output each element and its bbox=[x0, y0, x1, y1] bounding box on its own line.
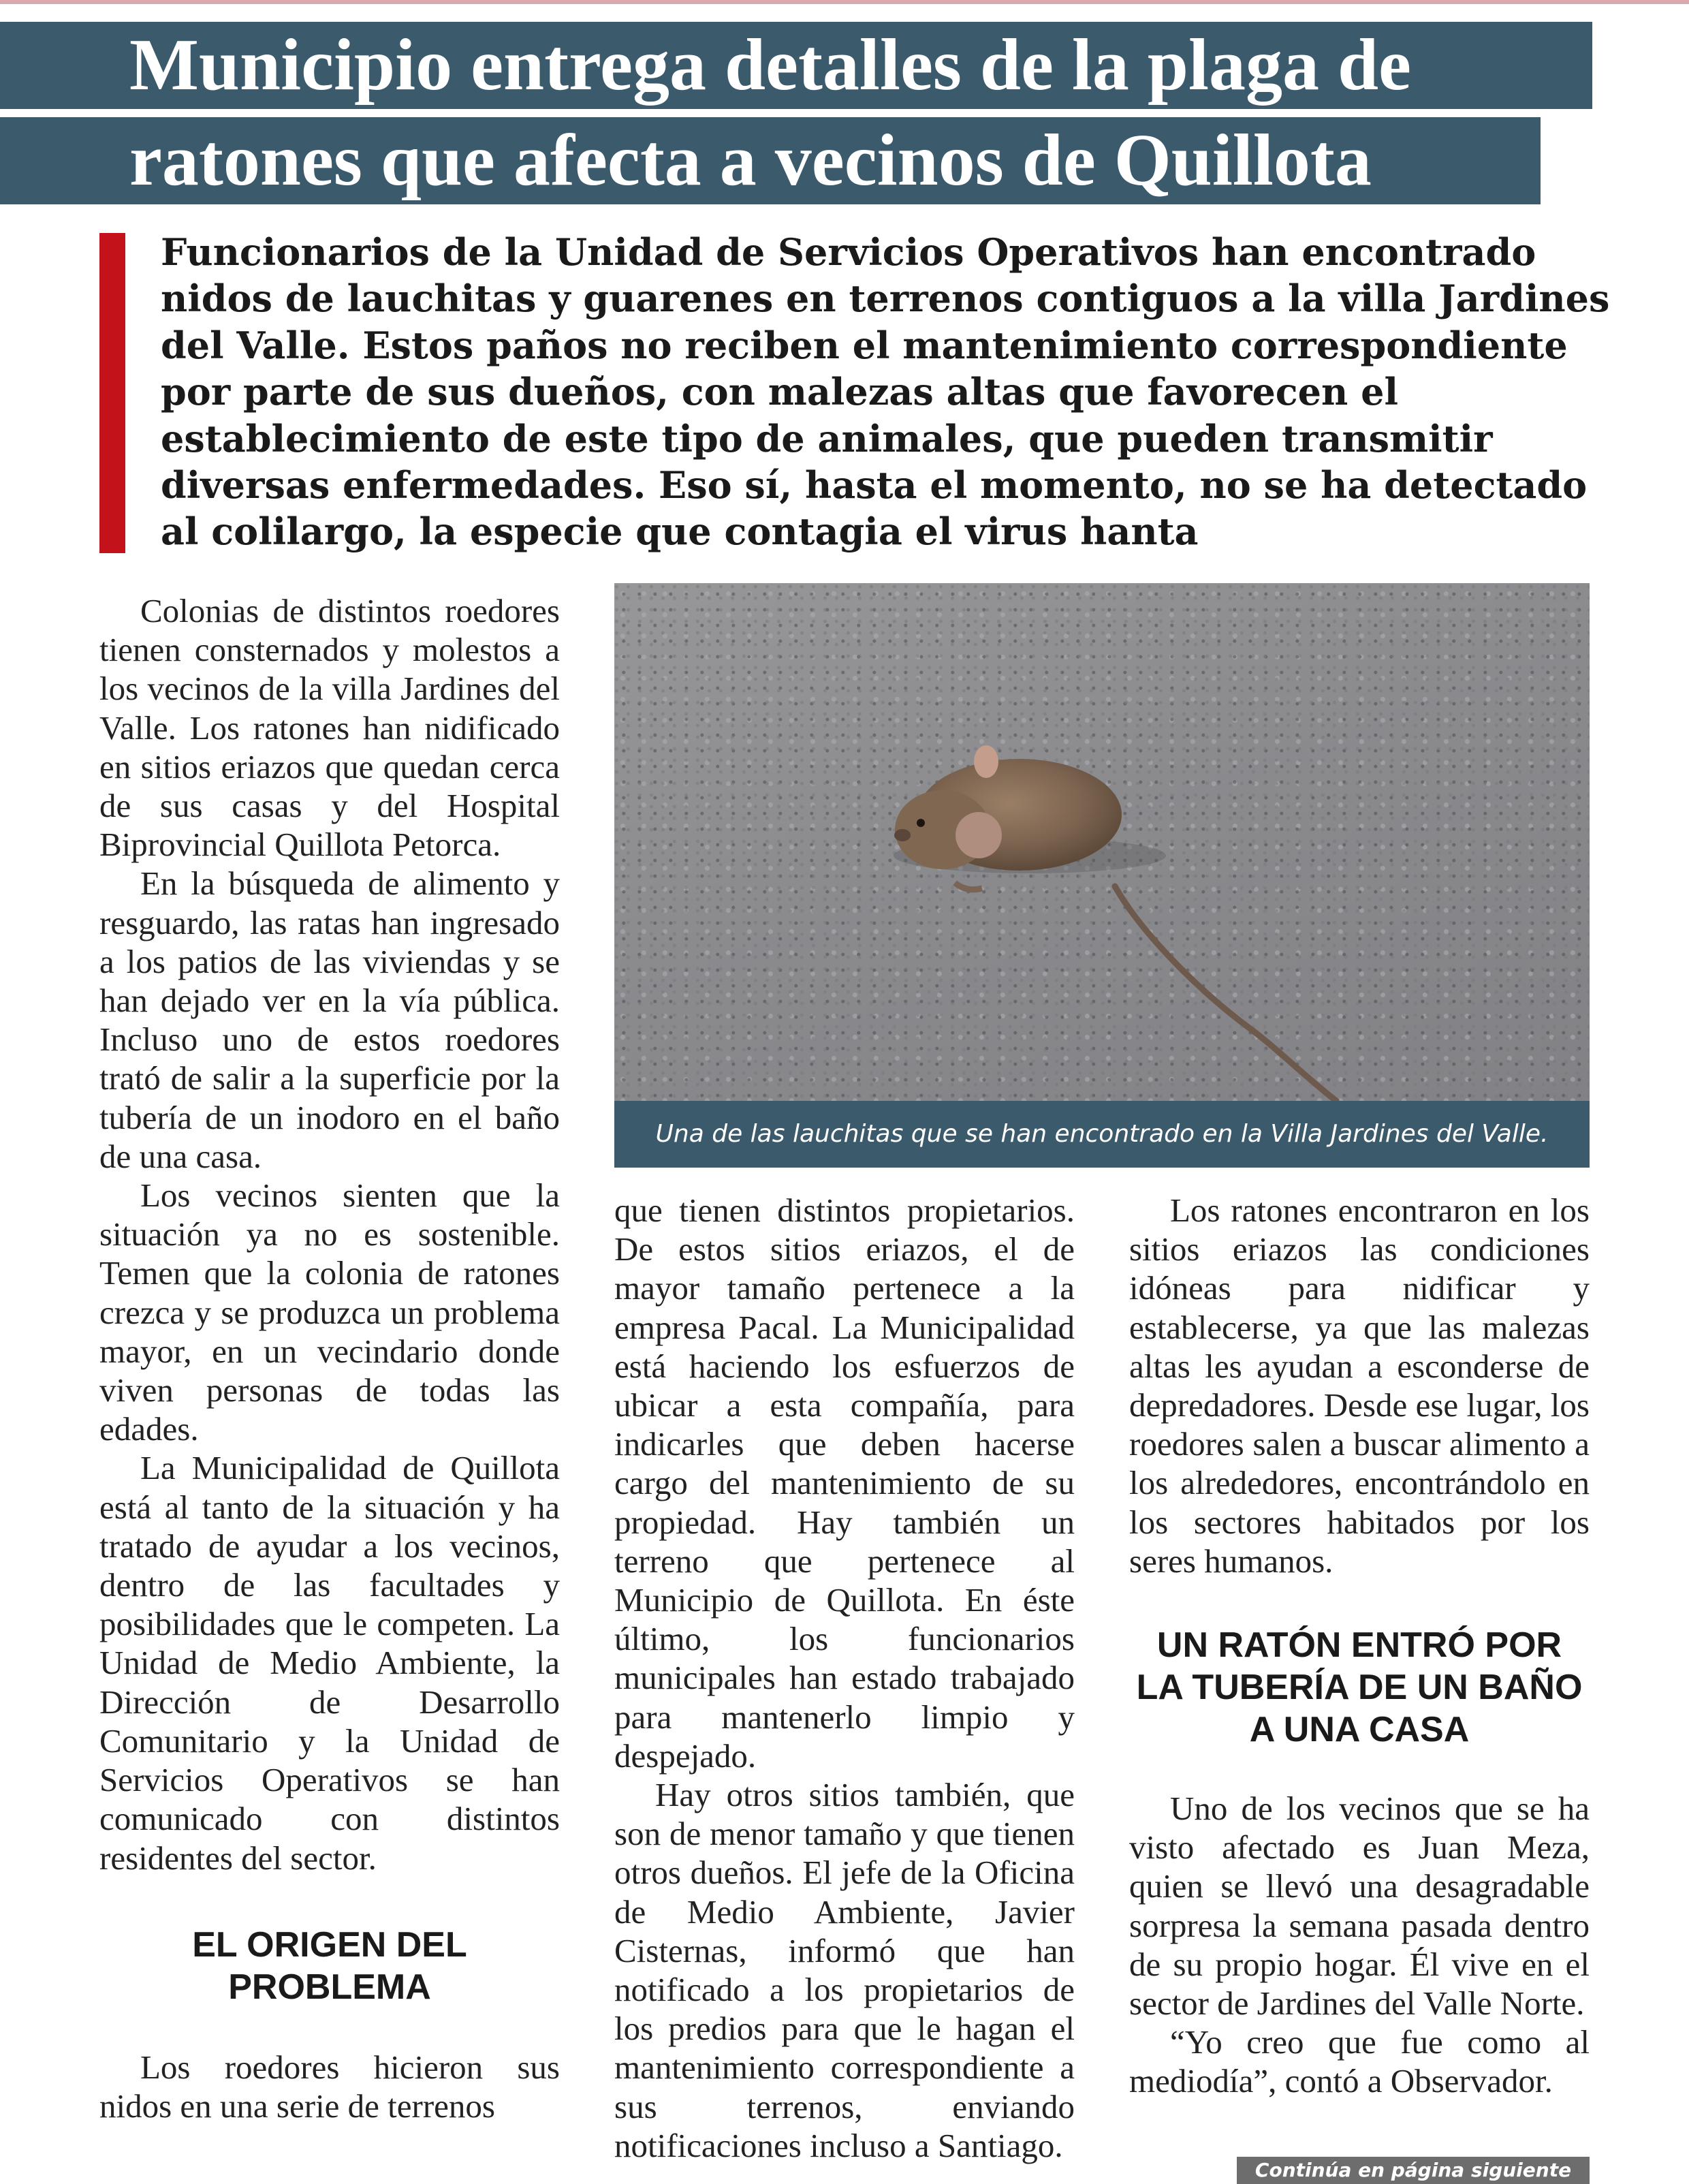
body-paragraph: La Municipalidad de Quillota está al tanto de la situación y ha tratado de ayudar a los vecinos, dentro de las facultades y posibilidades que le competen. La Unidad de Medio Ambiente, la Dirección de Desarrollo Comunitario y la Unidad de Servicios Operativos se han comunicado con distintos residentes del sector. bbox=[99, 1449, 560, 1877]
body-paragraph: Colonias de distintos roedores tienen consternados y molestos a los vecinos de la villa Jardines del Valle. Los ratones han nidificado en sitios eriazos que quedan cerca de sus casas y del Hospital Biprovincial Quillota Petorca. bbox=[99, 592, 560, 864]
photo-caption: Una de las lauchitas que se han encontrado en la Villa Jardines del Valle. bbox=[614, 1101, 1590, 1168]
body-paragraph: Los roedores hicieron sus nidos en una serie de terrenos bbox=[99, 2048, 560, 2125]
article-column-middle bbox=[614, 1191, 1075, 2165]
body-paragraph: Los vecinos sienten que la situación ya no es sostenible. Temen que la colonia de ratones crezca y se produzca un problema mayor, en un vecindario donde viven personas de todas las edades. bbox=[99, 1176, 560, 1448]
section-subhead: EL ORIGEN DEL PROBLEMA bbox=[192, 1924, 467, 2007]
lead-line: del Valle. Estos paños no reciben el mantenimiento correspondiente bbox=[161, 323, 1568, 367]
mouse-illustration bbox=[614, 583, 1590, 1101]
article-column-left bbox=[99, 591, 560, 2125]
body-paragraph: que tienen distintos propietarios. De estos sitios eriazos, el de mayor tamaño pertenece a la empresa Pacal. La Municipalidad está haciendo los esfuerzos de ubicar a esta compañía, para indicarles que deben hacerse cargo del mantenimiento de su propiedad. Hay también un terreno que pertenece al Municipio de Quillota. En éste último, los funcionarios municipales han estado trabajado para mantenerlo limpio y despejado. bbox=[614, 1191, 1075, 1775]
lead-line: diversas enfermedades. Eso sí, hasta el momento, no se ha detectado bbox=[161, 463, 1588, 508]
lead-line: al colilargo, la especie que contagia el virus hanta bbox=[161, 510, 1199, 554]
body-paragraph: Uno de los vecinos que se ha visto afectado es Juan Meza, quien se llevó una desagradable sorpresa la semana pasada dentro de su propio hogar. Él vive en el sector de Jardines del Valle Norte. bbox=[1129, 1790, 1590, 2023]
mouse-photo bbox=[614, 583, 1590, 1101]
lead-paragraph bbox=[161, 229, 1610, 555]
lead-line: establecimiento de este tipo de animales, que pueden transmitir bbox=[161, 416, 1493, 461]
top-rule bbox=[0, 0, 1689, 4]
headline-line-2: ratones que afecta a vecinos de Quillota bbox=[129, 120, 1372, 201]
lead-line: nidos de lauchitas y guarenes en terrenos contiguos a la villa Jardines bbox=[161, 277, 1610, 321]
lead-line: Funcionarios de la Unidad de Servicios Operativos han encontrado bbox=[161, 230, 1536, 274]
section-subhead: UN RATÓN ENTRÓ POR LA TUBERÍA DE UN BAÑO A UNA CASA bbox=[1136, 1625, 1583, 1750]
body-paragraph: Hay otros sitios también, que son de menor tamaño y que tienen otros dueños. El jefe de la Oficina de Medio Ambiente, Javier Cisternas, informó que han notificado a los propietarios de los predios para que le hagan el mantenimiento correspondiente a sus terrenos, enviando notificaciones incluso a Santiago. bbox=[614, 1776, 1075, 2164]
headline-line-1: Municipio entrega detalles de la plaga de bbox=[129, 25, 1411, 106]
body-paragraph: En la búsqueda de alimento y resguardo, las ratas han ingresado a los patios de las viviendas y se han dejado ver en la vía pública. Incluso uno de estos roedores trató de salir a la superficie por la tubería de un inodoro en el baño de una casa. bbox=[99, 864, 560, 1175]
lead-line: por parte de sus dueños, con malezas altas que favorecen el bbox=[161, 370, 1398, 414]
lead-accent-bar bbox=[99, 233, 125, 553]
continued-next-page-label: Continúa en página siguiente bbox=[1237, 2157, 1590, 2184]
body-paragraph: Los ratones encontraron en los sitios eriazos las condiciones idóneas para nidificar y establecerse, ya que las malezas altas les ayudan a esconderse de depredadores. Desde ese lugar, los roedores salen a buscar alimento a los alrededores, encontrándolo en los sectores habitados por los seres humanos. bbox=[1129, 1191, 1590, 1580]
body-paragraph: “Yo creo que fue como al mediodía”, contó a Observador. bbox=[1129, 2023, 1590, 2100]
article-column-right bbox=[1129, 1191, 1590, 2101]
